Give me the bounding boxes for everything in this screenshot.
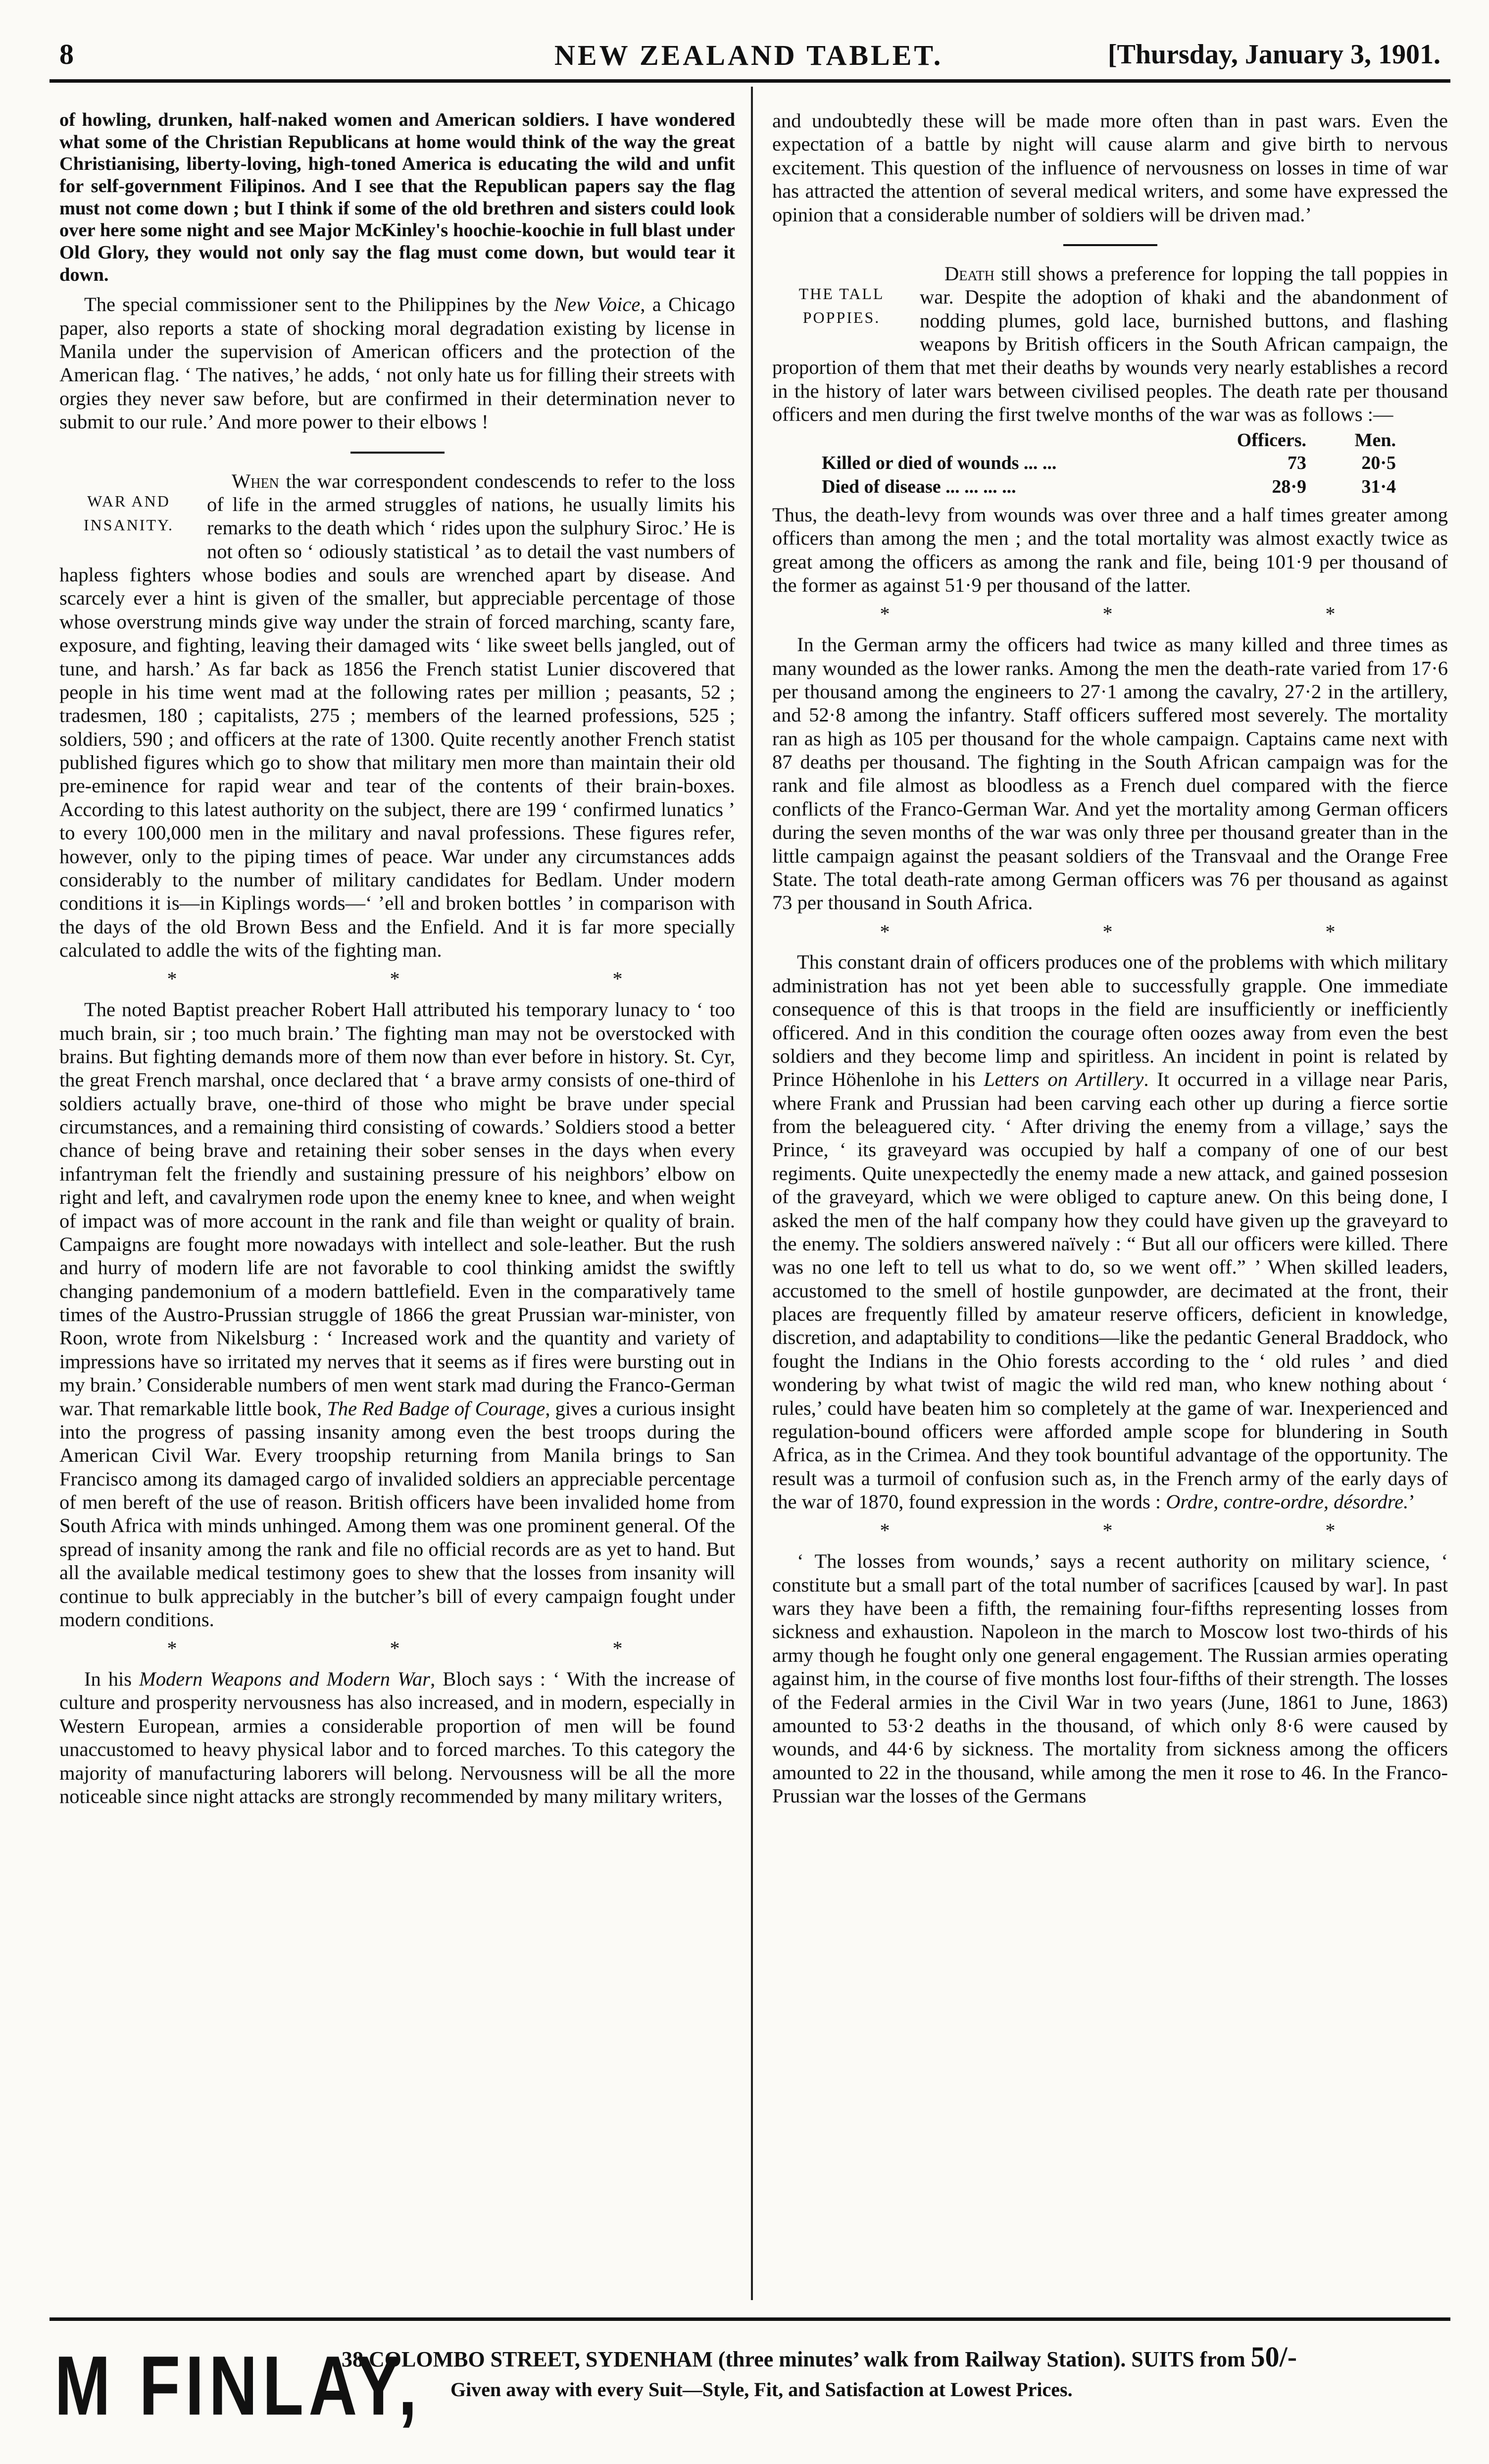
paragraph: In the German army the officers had twice as many killed and three times as many wounded as the lower ranks. Among the men the death-rate varied from 17·6 per thousand among the engineers to 27·1 among the cavalry, 27·2 in the artillery, and 52·8 among the infantry. Staff officers suffered most severely. The mortality ran as high as 105 per thousand for the whole campaign. Captains came next with 87 deaths per thousand. The fighting in the South African campaign was for the rank and file almost as bloodless as a French duel compared with the fierce conflicts of the Franco-German War. And yet the mortality among German officers during the seven months of the war was only three per thousand greater than in the little campaign against the peasant soldiers of the Transvaal and the Orange Free State. The total death-rate among German officers was 76 per thousand as against 73 per thousand in South Africa. (772, 633, 1448, 914)
section-stars: * * * (167, 1637, 727, 1660)
paragraph: The special commissioner sent to the Philippines by the New Voice, a Chicago paper, also reports a state of shocking moral degradation existing by license in Manila under the supervision of American officers and the protection of the American flag. ‘ The natives,’ he adds, ‘ not only hate us for filling their streets with orgies they never saw before, but are confirmed in their determination never to submit to our rule.’ And more power to their elbows ! (59, 293, 735, 433)
side-heading: WAR AND INSANITY. (84, 492, 174, 534)
advert-line: 38 COLOMBO STREET, SYDENHAM (three minutes’ walk from Railway Station). SUITS from 50/- (342, 2341, 1297, 2373)
advertisement (54, 2332, 1450, 2431)
advertiser-name: M FINLAY, (54, 2338, 422, 2433)
page-header (50, 30, 1450, 79)
paragraph: This constant drain of officers produces one of the problems with which military administration has not yet been able to successfully grapple. One immediate consequence of this is that troops in the field are insufficiently or inefficiently officered. And in this condition the courage often oozes away from even the best soldiers and they become limp and spiritless. An incident in point is related by Prince Höhenlohe in his Letters on Artillery. It occurred in a village near Paris, where Frank and Prussian had been carving each other up during a fierce sortie from the beleaguered city. ‘ After driving the enemy from a village,’ says the Prince, ‘ its graveyard was occupied by half a company of one of our best regiments. Quite unexpectedly the enemy made a new attack, and gained possesion of the graveyard, which we were obliged to capture anew. On this being done, I asked the men of the half company how they could have given up the graveyard to the enemy. The soldiers answered naïvely : “ But all our officers were killed. There was no one left to tell us what to do, so we went off.” ’ When skilled leaders, accustomed to the smell of hostile gunpowder, are decimated at the front, their places are frequently filled by amateur reserve officers, deficient in knowledge, discretion, and adaptability to conditions—like the pedantic General Braddock, who fought the Indians in the Ohio forests according to the ‘ old rules ’ and died wondering by what twist of magic the wild red man, who knew nothing about ‘ rules,’ could have beaten him so completely at the game of war. Inexperienced and regulation-bound officers were afforded ample scope for blundering in South Africa, as in the Crimea. And they took bountiful advantage of the opportunity. The result was a turmoil of confusion such as, in the French army of the early days of the war of 1870, found expression in the words : Ordre, contre-ordre, désordre.’ (772, 951, 1448, 1513)
column-header: Officers. (1237, 429, 1307, 451)
section-stars: * * * (880, 920, 1439, 943)
paragraph: ‘ The losses from wounds,’ says a recent authority on military science, ‘ constitute but a small part of the total number of sacrifices [caused by war]. In past wars they have been a fifth, the remaining four-fifths representing losses from sickness and exhaustion. Napoleon in the march to Moscow lost two-thirds of his army though he fought only one general engagement. The Russian armies operating against him, in the course of five months lost four-fifths of their strength. The losses of the Federal armies in the Civil War in two years (June, 1861 to June, 1863) amounted to 53·2 deaths in the thousand, of which only 8·6 were caused by wounds, and 44·6 by sickness. The mortality from sickness among the officers amounted to 22 in the thousand, while among the men it rose to 46. In the Franco-Prussian war the losses of the Germans (772, 1550, 1448, 1807)
paragraph: of howling, drunken, half-naked women and American soldiers. I have wondered what some of the Christian Republicans at home would think of the way the great Christianising, liberty-loving, high-toned America is educating the wild and unfit for self-government Filipinos. And I see that the Republican papers say the flag must not come down ; but I think if some of the old brethren and sisters could look over here some night and see Major McKinley's hoochie-koochie in full blast under Old Glory, they would not only say the flag must come down, but would tear it down. (59, 109, 735, 285)
advert-line: Given away with every Suit—Style, Fit, and Satisfaction at Lowest Prices. (450, 2378, 1073, 2401)
header-rule (50, 79, 1450, 83)
section-stars: * * * (880, 603, 1439, 625)
section-stars: * * * (167, 968, 727, 990)
paragraph: and undoubtedly these will be made more often than in past wars. Even the expectation of a battle by night will cause alarm and give birth to nervous excitement. This question of the influence of nervousness on losses in time of war has attracted the attention of several medical writers, and some have expressed the opinion that a considerable number of soldiers will be driven mad.’ (772, 109, 1448, 226)
paragraph: WAR AND INSANITY. When the war correspondent condescends to refer to the loss of life in the armed struggles of nations, he usually limits his remarks to the death which ‘ rides upon the sulphury Siroc.’ He is not often so ‘ odiously statistical ’ as to detail the vast numbers of hapless fighters whose bodies and souls are wrenched apart by disease. And scarcely ever a hint is given of the smaller, but appreciable percentage of those whose overstrung minds give way under the strain of forced marching, scanty fare, exposure, and fighting, leaving their damaged wits ‘ like sweet bells jangled, out of tune, and harsh.’ As far back as 1856 the French statist Lunier discovered that people in his time went mad at the following rates per million ; peasants, 52 ; tradesmen, 180 ; capitalists, 275 ; members of the learned professions, 525 ; soldiers, 590 ; and officers at the rate of 1300. Quite recently another French statist published figures which go to show that military men more than maintain their old pre-eminence for rapid wear and tear of the contents of their brain-boxes. According to this latest authority on the subject, there are 199 ‘ confirmed lunatics ’ to every 100,000 men in the military and naval professions. These figures refer, however, only to the piping times of peace. War under any circumstances adds considerably to the number of military candidates for Bedlam. Under modern conditions it is—in Kiplings words—‘ ’ell and broken bottles ’ in comparison with the days of the old Brown Bess and the Enfield. And it is far more specially calculated to addle the wits of the fighting man. (59, 469, 735, 961)
side-heading: THE TALL POPPIES. (798, 284, 885, 326)
column-divider (751, 87, 753, 2300)
page-number: 8 (59, 38, 74, 70)
section-rule (350, 452, 445, 454)
table-row: Killed or died of wounds ... ... 73 20·5 (822, 452, 1396, 473)
paragraph: Thus, the death-levy from wounds was over three and a half times greater among officers than among the men ; and the total mortality was almost exactly twice as great among the officers as among the rank and file, being 101·9 per thousand of the former as against 51·9 per thousand of the latter. (772, 503, 1448, 596)
right-column (772, 109, 1448, 2298)
table-row: Died of disease ... ... ... ... 28·9 31·4 (822, 476, 1396, 498)
masthead-title: NEW ZEALAND TABLET. (554, 39, 943, 71)
left-column (59, 109, 735, 2298)
death-rate-table (812, 429, 1406, 499)
paragraph: The noted Baptist preacher Robert Hall attributed his temporary lunacy to ‘ too much brain, sir ; too much brain.’ The fighting man may not be overstocked with brains. But fighting demands more of them now than ever before in history. St. Cyr, the great French marshal, once declared that ‘ a brave army consists of one-third of soldiers actually brave, one-third of those who might be brave under special circumstances, and a remaining third consisting of cowards.’ Soldiers stood a better chance of being brave and retaining their sober senses in the days when every infantryman felt the friendly and sustaining pressure of his neighbors’ elbow on right and left, and cavalrymen rode upon the enemy knee to knee, and when weight of impact was of more account in the rank and file than weight or quality of brain. Campaigns are fought more nowadays with intellect and sole-leather. But the rush and hurry of modern life are not favorable to cool thinking amidst the swiftly changing pandemonium of a modern battlefield. Even in the comparatively tame times of the Austro-Prussian struggle of 1866 the great Prussian war-minister, von Roon, wrote from Nikelsburg : ‘ Increased work and the quantity and variety of impressions have so irritated my nerves that it seems as if fires were bursting out in my brain.’ Considerable numbers of men went stark mad during the Franco-German war. That remarkable little book, The Red Badge of Courage, gives a curious insight into the progress of passing insanity among even the best troops during the American Civil War. Every troopship returning from Manila brings to San Francisco among its damaged cargo of invalided soldiers an appreciable percentage of men bereft of the use of reason. British officers have been invalided home from South Africa with minds unhinged. Among them was one prominent general. Of the spread of insanity among the rank and file no official records are as yet to hand. But all the available medical testimony goes to shew that the losses from insanity will continue to bulk appreciably in the butcher’s bill of every campaign fought under modern conditions. (59, 998, 735, 1631)
paragraph: In his Modern Weapons and Modern War, Bloch says : ‘ With the increase of culture and prosperity nervousness has also increased, and in modern, especially in Western European, armies a considerable proportion of men will be found unaccustomed to heavy physical labor and to forced marches. To this category the majority of manufacturing laborers will belong. Nervousness will be all the more noticeable since night attacks are strongly recommended by many military writers, (59, 1668, 735, 1807)
column-header: Men. (1354, 429, 1396, 451)
section-rule (1063, 244, 1157, 246)
section-stars: * * * (880, 1519, 1439, 1542)
issue-date: [Thursday, January 3, 1901. (1107, 39, 1440, 70)
footer-rule (50, 2317, 1450, 2321)
paragraph: THE TALL POPPIES. Death still shows a preference for lopping the tall poppies in war. Despite the adoption of khaki and the abandonment of nodding plumes, gold lace, burnished buttons, and flashing weapons by British officers in the South African campaign, the proportion of them that met their deaths by wounds very nearly establishes a record in the history of later wars between civilised peoples. The death rate per thousand officers and men during the first twelve months of the war was as follows :— (772, 262, 1448, 426)
